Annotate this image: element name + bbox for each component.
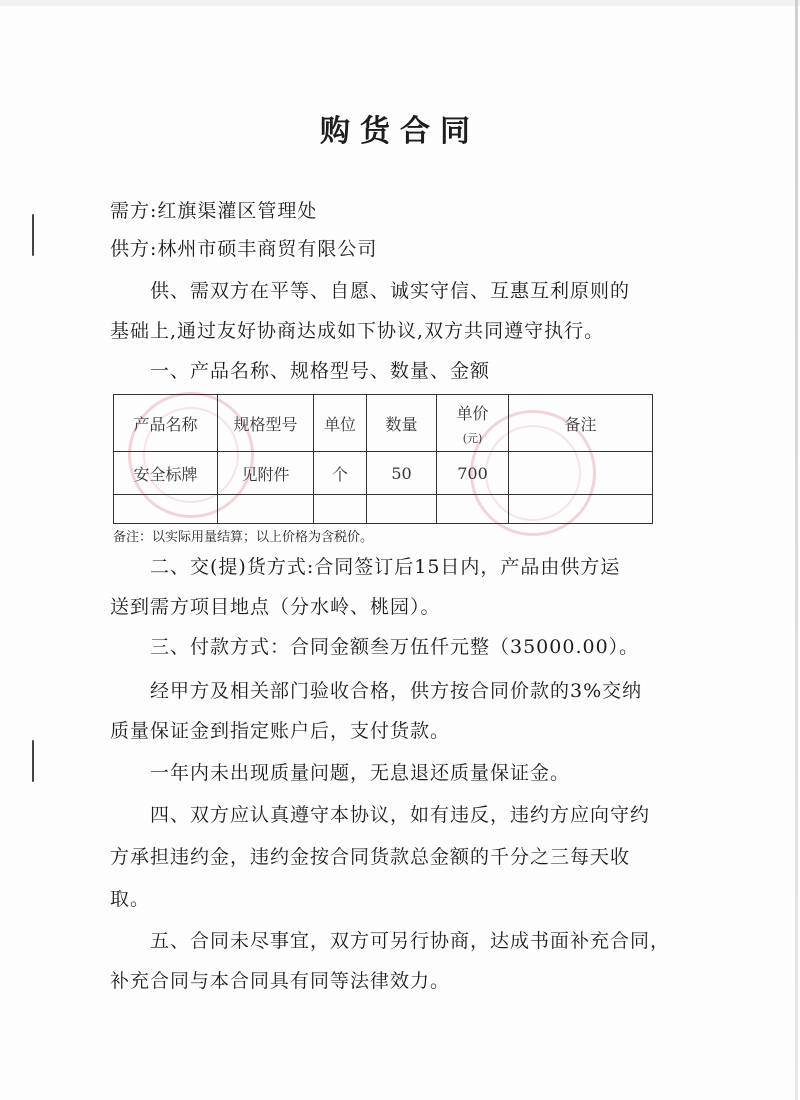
section2-line-2: 送到需方项目地点（分水岭、桃园）。 [110,596,441,618]
header-product-name: 产品名称 [114,395,218,452]
header-spec-model: 规格型号 [218,395,314,452]
cell-empty [218,495,314,524]
warranty-line: 一年内未出现质量问题，无息退还质量保证金。 [150,762,571,784]
contract-title: 购货合同 [320,114,480,149]
table-row-empty [114,495,653,524]
section4-line-3: 取。 [110,888,151,910]
cell-unit: 个 [314,452,367,495]
cell-spec-model: 见附件 [218,452,314,495]
cell-empty [437,495,509,524]
section5-line-1: 五、合同未尽事宜，双方可另行协商，达成书面补充合同， [150,930,671,952]
header-unit-price [437,395,509,452]
table-row [114,452,653,495]
header-price-unit: (元) [462,431,483,445]
cell-remarks [509,452,653,495]
section5-line-2: 补充合同与本合同具有同等法律效力。 [110,970,451,992]
table-note: 备注：以实际用量结算；以上价格为含税价。 [113,530,374,545]
cell-empty [367,495,437,524]
cell-product-name: 安全标牌 [114,452,218,495]
payment-line-2: 质量保证金到指定账户后，支付货款。 [110,720,451,742]
section3-payment-method: 三、付款方式：合同金额叁万伍仟元整（35000.00）。 [150,636,640,658]
cell-empty [509,495,653,524]
supplier-line: 供方:林州市硕丰商贸有限公司 [110,238,378,260]
intro-line-1: 供、需双方在平等、自愿、诚实守信、互惠互利原则的 [150,280,631,302]
scan-right-edge [795,0,798,1100]
intro-line-2: 基础上,通过友好协商达成如下协议,双方共同遵守执行。 [110,320,605,342]
header-quantity: 数量 [367,395,437,452]
table-header-row [114,395,653,452]
cell-unit-price: 700 [437,452,509,495]
scan-top-edge [0,0,800,6]
goods-table [113,394,653,524]
header-unit-price-label: 单价 [456,403,489,423]
section4-line-2: 方承担违约金，违约金按合同货款总金额的千分之三每天收 [110,846,631,868]
section2-line-1: 二、交(提)货方式:合同签订后15日内，产品由供方运 [150,556,621,578]
cell-empty [314,495,367,524]
header-unit: 单位 [314,395,367,452]
header-remarks: 备注 [509,395,653,452]
binding-mark-bottom [32,740,34,782]
section1-heading: 一、产品名称、规格型号、数量、金额 [150,360,491,382]
binding-mark-top [32,214,34,256]
cell-empty [114,495,218,524]
section4-line-1: 四、双方应认真遵守本协议，如有违反，违约方应向守约 [150,804,651,826]
buyer-line: 需方:红旗渠灌区管理处 [110,200,318,222]
payment-line-1: 经甲方及相关部门验收合格，供方按合同价款的3%交纳 [150,680,643,702]
cell-quantity: 50 [367,452,437,495]
